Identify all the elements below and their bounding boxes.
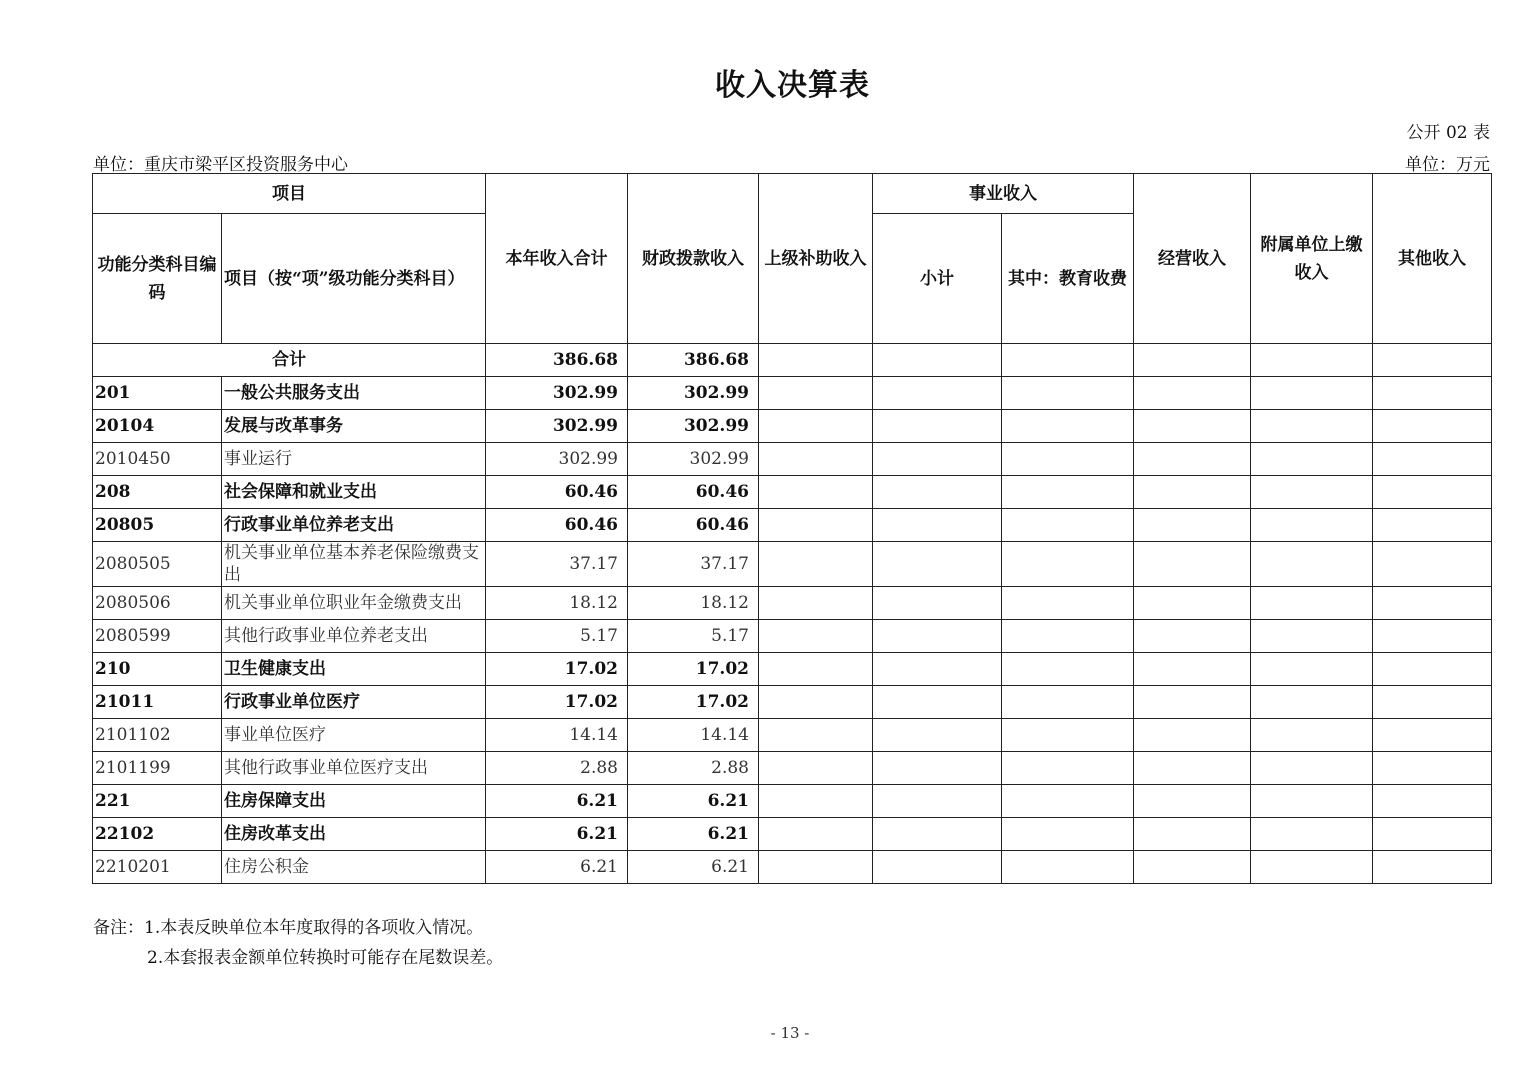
header-operating: 经营收入 <box>1134 174 1251 344</box>
row-code: 2101102 <box>93 719 222 752</box>
row-fiscal: 6.21 <box>628 818 759 851</box>
row-fiscal: 302.99 <box>628 443 759 476</box>
empty-cell <box>873 443 1002 476</box>
table-row <box>93 587 1492 620</box>
empty-cell <box>873 785 1002 818</box>
row-fiscal: 17.02 <box>628 653 759 686</box>
empty-cell <box>1002 377 1134 410</box>
row-total: 18.12 <box>486 587 628 620</box>
empty-cell <box>1002 752 1134 785</box>
header-name: 项目（按“项”级功能分类科目） <box>222 214 486 344</box>
table-row <box>93 476 1492 509</box>
table-row <box>93 620 1492 653</box>
row-name: 事业运行 <box>222 443 486 476</box>
row-fiscal: 60.46 <box>628 509 759 542</box>
empty-cell <box>1373 686 1492 719</box>
empty-cell <box>1373 587 1492 620</box>
empty-cell <box>1134 377 1251 410</box>
empty-cell <box>759 851 873 884</box>
row-name: 事业单位医疗 <box>222 719 486 752</box>
row-name: 其他行政事业单位养老支出 <box>222 620 486 653</box>
row-fiscal: 14.14 <box>628 719 759 752</box>
empty-cell <box>1373 851 1492 884</box>
empty-cell <box>1134 509 1251 542</box>
note-1: 备注：1.本表反映单位本年度取得的各项收入情况。 <box>93 918 484 938</box>
empty-cell <box>1134 653 1251 686</box>
empty-cell <box>1002 587 1134 620</box>
empty-cell <box>873 653 1002 686</box>
empty-cell <box>1373 620 1492 653</box>
empty-cell <box>1134 587 1251 620</box>
row-fiscal: 2.88 <box>628 752 759 785</box>
row-name: 住房改革支出 <box>222 818 486 851</box>
row-name: 行政事业单位养老支出 <box>222 509 486 542</box>
table-row <box>93 851 1492 884</box>
empty-cell <box>873 686 1002 719</box>
table-row <box>93 653 1492 686</box>
empty-cell <box>1002 686 1134 719</box>
empty-cell <box>1002 509 1134 542</box>
row-name: 一般公共服务支出 <box>222 377 486 410</box>
empty-cell <box>1373 542 1492 587</box>
empty-cell <box>1251 620 1373 653</box>
empty-cell <box>1373 719 1492 752</box>
header-affiliated: 附属单位上缴收入 <box>1251 174 1373 344</box>
row-code: 2101199 <box>93 752 222 785</box>
row-fiscal: 5.17 <box>628 620 759 653</box>
row-code: 2010450 <box>93 443 222 476</box>
empty-cell <box>873 410 1002 443</box>
empty-cell <box>1251 542 1373 587</box>
row-total: 60.46 <box>486 476 628 509</box>
empty-cell <box>1134 686 1251 719</box>
row-total: 302.99 <box>486 443 628 476</box>
row-code: 201 <box>93 377 222 410</box>
header-fiscal: 财政拨款收入 <box>628 174 759 344</box>
row-total: 2.88 <box>486 752 628 785</box>
empty-cell <box>1134 476 1251 509</box>
empty-cell <box>1373 818 1492 851</box>
total-row <box>93 344 1492 377</box>
row-total: 37.17 <box>486 542 628 587</box>
empty-cell <box>1373 410 1492 443</box>
empty-cell <box>873 818 1002 851</box>
empty-cell <box>1134 443 1251 476</box>
empty-cell <box>759 653 873 686</box>
row-name: 社会保障和就业支出 <box>222 476 486 509</box>
empty-cell <box>1251 509 1373 542</box>
empty-cell <box>759 410 873 443</box>
empty-cell <box>1002 620 1134 653</box>
row-name: 行政事业单位医疗 <box>222 686 486 719</box>
empty-cell <box>759 476 873 509</box>
table-row <box>93 818 1492 851</box>
empty-cell <box>1251 476 1373 509</box>
empty-cell <box>1373 509 1492 542</box>
empty-cell <box>1251 785 1373 818</box>
row-fiscal: 302.99 <box>628 410 759 443</box>
table-row <box>93 509 1492 542</box>
empty-cell <box>1002 476 1134 509</box>
empty-cell <box>1134 542 1251 587</box>
empty-cell <box>1134 785 1251 818</box>
row-code: 21011 <box>93 686 222 719</box>
empty-cell <box>1251 818 1373 851</box>
empty-cell <box>1251 752 1373 785</box>
empty-cell <box>759 443 873 476</box>
note-2: 2.本套报表金额单位转换时可能存在尾数误差。 <box>147 948 504 968</box>
empty-cell <box>759 719 873 752</box>
table-row <box>93 542 1492 587</box>
row-name: 其他行政事业单位医疗支出 <box>222 752 486 785</box>
row-total: 302.99 <box>486 377 628 410</box>
table-row <box>93 410 1492 443</box>
empty-cell <box>759 620 873 653</box>
row-fiscal: 6.21 <box>628 851 759 884</box>
empty-cell <box>873 719 1002 752</box>
header-project: 项目 <box>93 174 486 214</box>
empty-cell <box>1002 410 1134 443</box>
empty-cell <box>1251 587 1373 620</box>
empty-cell <box>873 851 1002 884</box>
table-row <box>93 686 1492 719</box>
empty-cell <box>1251 851 1373 884</box>
empty-cell <box>1134 719 1251 752</box>
row-name: 住房公积金 <box>222 851 486 884</box>
row-code: 2210201 <box>93 851 222 884</box>
empty-cell <box>1002 653 1134 686</box>
empty-cell <box>1251 653 1373 686</box>
row-code: 22102 <box>93 818 222 851</box>
row-code: 20805 <box>93 509 222 542</box>
empty-cell <box>1134 752 1251 785</box>
notes <box>93 913 503 973</box>
empty-cell <box>1373 752 1492 785</box>
empty-cell <box>1373 443 1492 476</box>
empty-cell <box>759 542 873 587</box>
empty-cell <box>1251 719 1373 752</box>
empty-cell <box>1134 818 1251 851</box>
empty-cell <box>1251 410 1373 443</box>
empty-cell <box>1134 851 1251 884</box>
row-code: 208 <box>93 476 222 509</box>
row-fiscal: 302.99 <box>628 377 759 410</box>
empty-cell <box>759 587 873 620</box>
header-superior: 上级补助收入 <box>759 174 873 344</box>
table-row <box>93 752 1492 785</box>
header-subtotal: 小计 <box>873 214 1002 344</box>
row-fiscal: 37.17 <box>628 542 759 587</box>
row-name: 住房保障支出 <box>222 785 486 818</box>
empty-cell <box>1373 476 1492 509</box>
reporting-unit: 单位：重庆市梁平区投资服务中心 <box>93 155 348 175</box>
empty-cell <box>1134 410 1251 443</box>
row-fiscal: 17.02 <box>628 686 759 719</box>
total-label: 合计 <box>93 344 486 377</box>
empty-cell <box>1134 620 1251 653</box>
empty-cell <box>1251 443 1373 476</box>
empty-cell <box>1002 818 1134 851</box>
empty-cell <box>873 377 1002 410</box>
income-statement-table <box>92 173 1492 884</box>
currency-unit: 单位：万元 <box>1405 155 1490 175</box>
empty-cell <box>1002 443 1134 476</box>
row-fiscal: 60.46 <box>628 476 759 509</box>
row-code: 210 <box>93 653 222 686</box>
row-total: 60.46 <box>486 509 628 542</box>
empty-cell <box>873 752 1002 785</box>
table-row <box>93 719 1492 752</box>
row-total: 14.14 <box>486 719 628 752</box>
page-number: - 13 - <box>770 1024 810 1042</box>
table-row <box>93 785 1492 818</box>
empty-cell <box>1002 719 1134 752</box>
row-code: 2080506 <box>93 587 222 620</box>
form-number: 公开 02 表 <box>1406 123 1490 143</box>
empty-cell <box>873 476 1002 509</box>
row-total: 6.21 <box>486 785 628 818</box>
empty-cell <box>1002 542 1134 587</box>
row-fiscal: 18.12 <box>628 587 759 620</box>
empty-cell <box>759 686 873 719</box>
empty-cell <box>759 377 873 410</box>
empty-cell <box>1002 785 1134 818</box>
header-business: 事业收入 <box>873 174 1134 214</box>
row-code: 221 <box>93 785 222 818</box>
header-other: 其他收入 <box>1373 174 1492 344</box>
page-title: 收入决算表 <box>715 68 870 103</box>
total-fiscal: 386.68 <box>628 344 759 377</box>
row-name: 机关事业单位职业年金缴费支出 <box>222 587 486 620</box>
row-total: 6.21 <box>486 818 628 851</box>
row-total: 17.02 <box>486 653 628 686</box>
empty-cell <box>759 818 873 851</box>
table-row <box>93 377 1492 410</box>
empty-cell <box>759 752 873 785</box>
row-code: 2080599 <box>93 620 222 653</box>
row-fiscal: 6.21 <box>628 785 759 818</box>
row-name: 机关事业单位基本养老保险缴费支出 <box>222 542 486 587</box>
row-total: 6.21 <box>486 851 628 884</box>
empty-cell <box>1251 686 1373 719</box>
row-total: 17.02 <box>486 686 628 719</box>
empty-cell <box>759 509 873 542</box>
empty-cell <box>873 620 1002 653</box>
row-name: 卫生健康支出 <box>222 653 486 686</box>
empty-cell <box>873 542 1002 587</box>
total-amount: 386.68 <box>486 344 628 377</box>
header-total: 本年收入合计 <box>486 174 628 344</box>
header-education: 其中：教育收费 <box>1002 214 1134 344</box>
empty-cell <box>873 509 1002 542</box>
empty-cell <box>1373 377 1492 410</box>
empty-cell <box>1251 377 1373 410</box>
row-name: 发展与改革事务 <box>222 410 486 443</box>
empty-cell <box>1373 785 1492 818</box>
header-code: 功能分类科目编码 <box>93 214 222 344</box>
row-total: 302.99 <box>486 410 628 443</box>
row-total: 5.17 <box>486 620 628 653</box>
empty-cell <box>873 587 1002 620</box>
empty-cell <box>1002 851 1134 884</box>
row-code: 20104 <box>93 410 222 443</box>
empty-cell <box>759 785 873 818</box>
table-row <box>93 443 1492 476</box>
empty-cell <box>1373 653 1492 686</box>
row-code: 2080505 <box>93 542 222 587</box>
